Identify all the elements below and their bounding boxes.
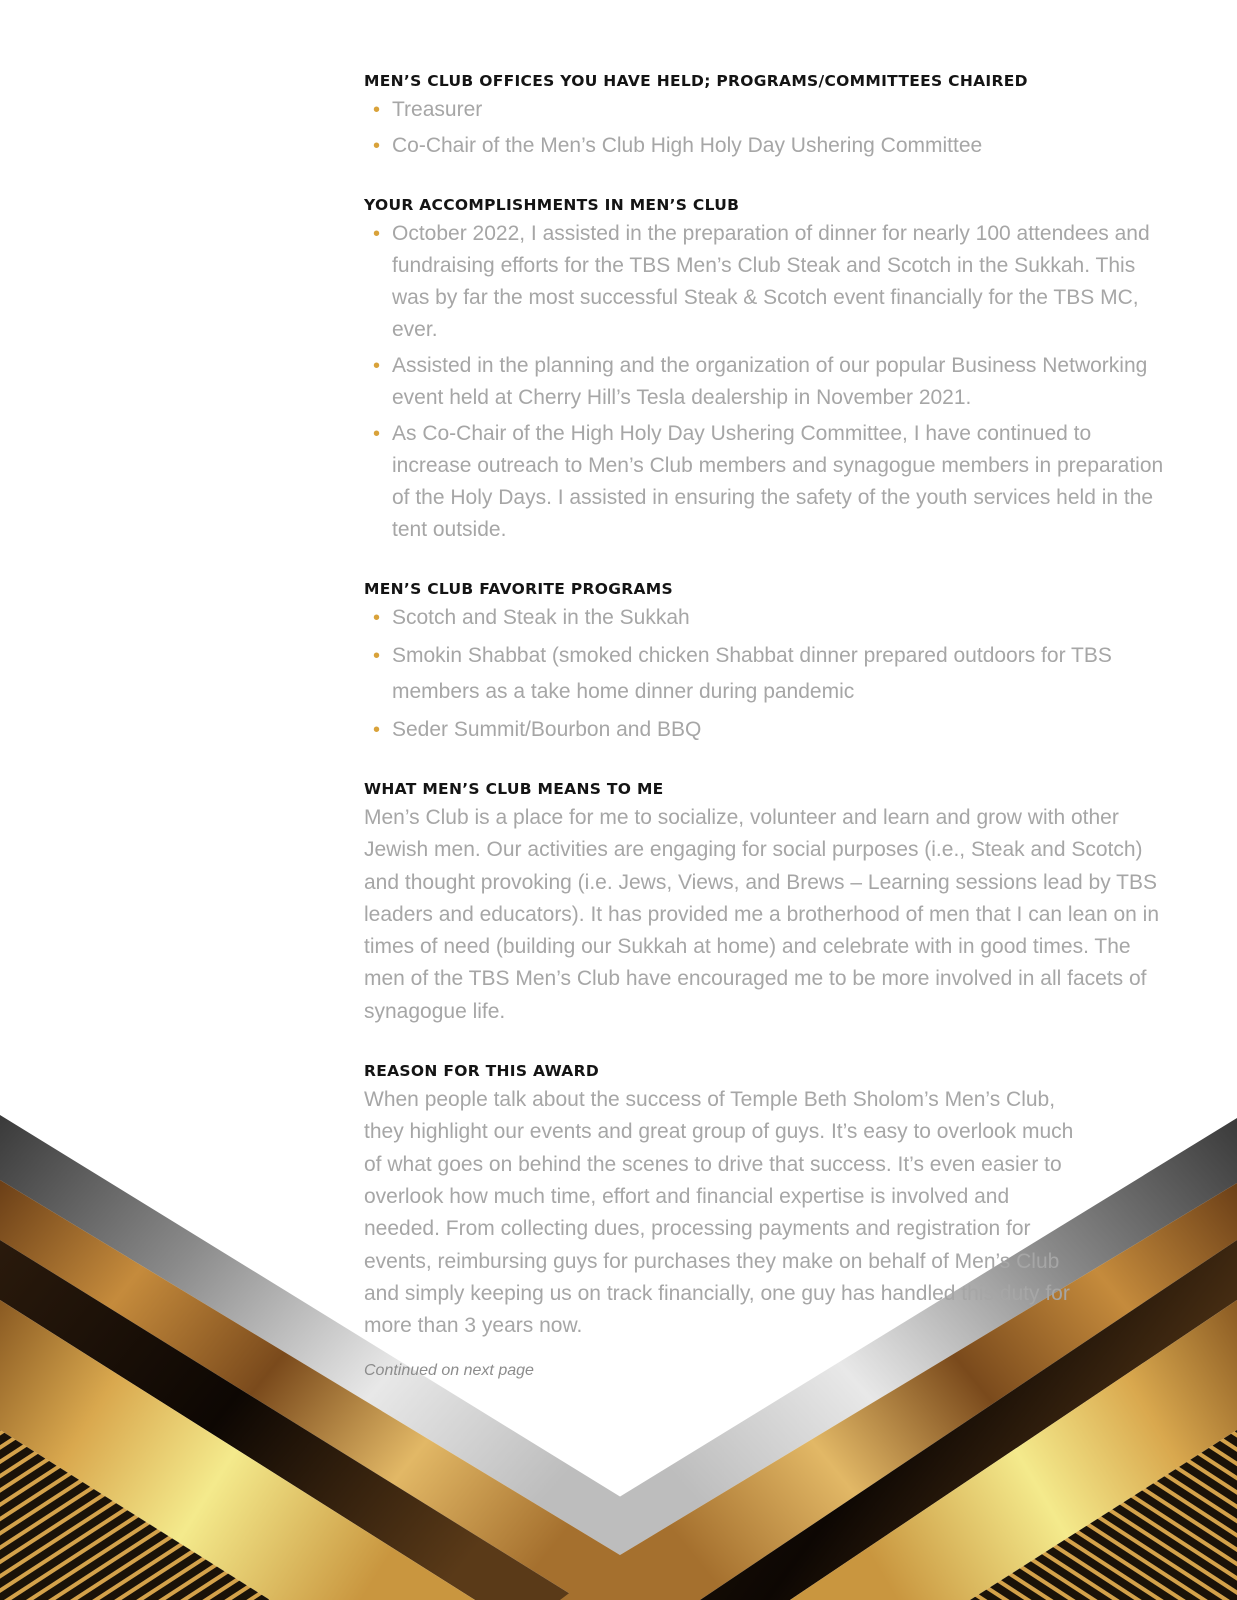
bullet-icon: •	[373, 223, 381, 245]
list-item: • Scotch and Steak in the Sukkah	[364, 602, 1164, 634]
bullet-icon: •	[373, 607, 381, 629]
list-item: • Assisted in the planning and the organization of our popular Business Networking event held at Cherry Hill’s Tesla dealership in November 2021.	[364, 350, 1164, 414]
bullet-icon: •	[373, 135, 381, 157]
offices-heading: MEN’S CLUB OFFICES YOU HAVE HELD; PROGRAMS/COMMITTEES CHAIRED	[364, 72, 1028, 90]
bullet-icon: •	[373, 99, 381, 121]
accomplishments-heading: YOUR ACCOMPLISHMENTS IN MEN’S CLUB	[364, 196, 740, 214]
list-item: • October 2022, I assisted in the preparation of dinner for nearly 100 attendees and fundraising efforts for the TBS Men’s Club Steak and Scotch in the Sukkah. This was by far the most successful Steak & Scotch event financially for the TBS MC, ever.	[364, 218, 1164, 346]
reason-text: When people talk about the success of Temple Beth Sholom’s Men’s Club, they highlight our events and great group of guys. It’s easy to overlook much of what goes on behind the scenes to drive that success. It’s even easier to overlook how much time, effort and financial expertise is involved and needed. From collecting dues, processing payments and registration for events, reimbursing guys for purchases they make on behalf of Men’s Club and simply keeping us on track financially, one guy has handled this duty for more than 3 years now.	[364, 1088, 1074, 1338]
list-item: • Co-Chair of the Men’s Club High Holy Day Ushering Committee	[364, 130, 1164, 162]
list-item: • Seder Summit/Bourbon and BBQ	[364, 714, 1164, 746]
accomplishments-section	[364, 196, 1164, 546]
offices-section	[364, 72, 1164, 162]
list-item: • Treasurer	[364, 94, 1164, 126]
bullet-icon: •	[373, 355, 381, 377]
favorites-list	[364, 602, 1164, 746]
content-column	[364, 72, 1164, 1380]
meaning-heading: WHAT MEN’S CLUB MEANS TO ME	[364, 780, 664, 798]
favorites-section	[364, 580, 1164, 746]
reason-section	[364, 1062, 1164, 1380]
meaning-text: Men’s Club is a place for me to socialize, volunteer and learn and grow with other Jewish men. Our activities are engaging for social purposes (i.e., Steak and Scotch) and thought provoking (i.e. Jews, Views, and Brews – Learning sessions lead by TBS leaders and educators). It has provided me a brotherhood of men that I can lean on in times of need (building our Sukkah at home) and celebrate with in good times. The men of the TBS Men’s Club have encouraged me to be more involved in all facets of synagogue life.	[364, 806, 1159, 1023]
bullet-icon: •	[373, 423, 381, 445]
reason-heading: REASON FOR THIS AWARD	[364, 1062, 599, 1081]
bullet-icon: •	[373, 719, 381, 741]
meaning-section	[364, 780, 1164, 1028]
accomplishments-list	[364, 218, 1164, 546]
list-item: • Smokin Shabbat (smoked chicken Shabbat dinner prepared outdoors for TBS members as a take home dinner during pandemic	[364, 638, 1164, 710]
list-item: • As Co-Chair of the High Holy Day Ushering Committee, I have continued to increase outreach to Men’s Club members and synagogue members in preparation of the Holy Days. I assisted in ensuring the safety of the youth services held in the tent outside.	[364, 418, 1164, 546]
bullet-icon: •	[373, 645, 381, 667]
favorites-heading: MEN’S CLUB FAVORITE PROGRAMS	[364, 580, 673, 598]
offices-list	[364, 94, 1164, 162]
continued-note: Continued on next page	[364, 1362, 534, 1380]
